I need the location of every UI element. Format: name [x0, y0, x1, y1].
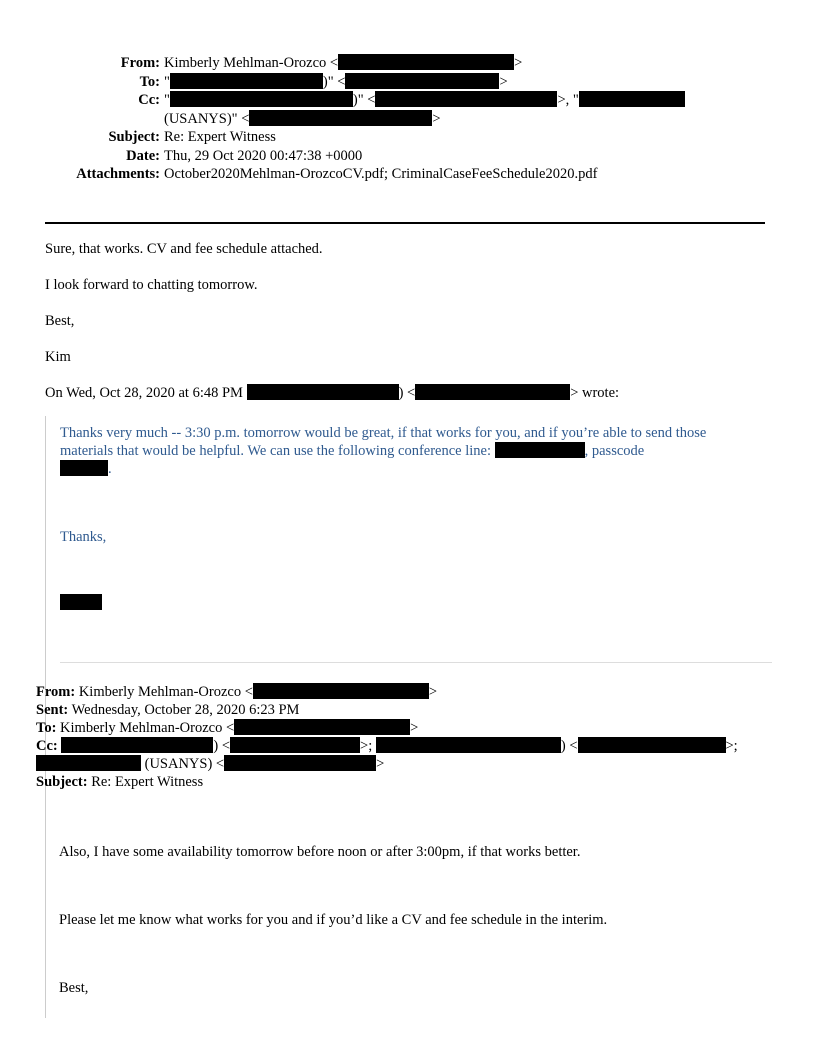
- date-value: Thu, 29 Oct 2020 00:47:38 +0000: [164, 147, 363, 164]
- fwd-from-row: From: Kimberly Mehlman-Orozco < >: [36, 684, 438, 700]
- forwarded-header: [36, 683, 776, 791]
- subject-label: Subject:: [108, 129, 160, 145]
- redaction-bar: [60, 460, 108, 476]
- date-label: Date:: [126, 147, 160, 164]
- redaction-bar: [36, 755, 141, 771]
- redaction-bar: [495, 442, 585, 458]
- header-attachments-row: [0, 165, 816, 184]
- forwarded-paragraph: Also, I have some availability tomorrow before noon or after 3:00pm, if that works better.: [59, 844, 581, 860]
- header-cc-row: [0, 91, 816, 128]
- header-divider: [45, 222, 765, 224]
- message-line: I look forward to chatting tomorrow.: [45, 277, 258, 293]
- redaction-bar: [224, 755, 376, 771]
- fwd-cc-row: Cc: ) < >; ) < >;: [36, 738, 738, 754]
- redaction-bar: [247, 384, 399, 400]
- redaction-bar: [376, 737, 561, 753]
- quoted-signature: [60, 594, 760, 612]
- redaction-bar: [60, 594, 102, 610]
- header-subject-row: [0, 128, 816, 147]
- header-from-row: [0, 54, 816, 73]
- cc-value: " )" < >, " (USANYS)" < >: [164, 91, 776, 128]
- redaction-bar: [578, 737, 726, 753]
- quote-separator: [60, 662, 772, 663]
- fwd-to-row: To: Kimberly Mehlman-Orozco < >: [36, 720, 419, 736]
- redaction-bar: [230, 737, 360, 753]
- fwd-cc-row-2: (USANYS) < >: [36, 755, 776, 773]
- fwd-subject-row: Subject: Re: Expert Witness: [36, 774, 204, 790]
- message-line: Sure, that works. CV and fee schedule attached.: [45, 241, 323, 257]
- header-to-row: [0, 73, 816, 92]
- redaction-bar: [253, 683, 429, 699]
- redaction-bar: [234, 719, 410, 735]
- quoted-paragraph: Thanks very much -- 3:30 p.m. tomorrow would be great, if that works for you, and if you’re able to send those materials that would be helpful. We can use the following conference line: , passcode .: [60, 425, 707, 477]
- redaction-bar: [249, 110, 432, 126]
- message-signature: Kim: [45, 349, 71, 365]
- attachments-label: Attachments:: [76, 166, 160, 182]
- redaction-bar: [61, 737, 213, 753]
- redaction-bar: [579, 91, 685, 107]
- attachments-value: October2020Mehlman-OrozcoCV.pdf; CriminalCaseFeeSchedule2020.pdf: [164, 166, 598, 182]
- message-body: [45, 240, 770, 420]
- from-label: From:: [120, 55, 160, 71]
- redaction-bar: [415, 384, 570, 400]
- quoted-thanks: Thanks,: [60, 529, 107, 545]
- from-value: Kimberly Mehlman-Orozco < >: [164, 55, 523, 71]
- forwarded-paragraph: Please let me know what works for you and if you’d like a CV and fee schedule in the interim.: [59, 912, 608, 928]
- to-label: To:: [139, 73, 160, 90]
- redaction-bar: [345, 73, 499, 89]
- redaction-bar: [375, 91, 557, 107]
- to-value: " )" < >: [164, 73, 508, 90]
- redaction-bar: [170, 91, 353, 107]
- email-header: [0, 54, 816, 184]
- redaction-bar: [170, 73, 323, 89]
- redaction-bar: [338, 54, 514, 70]
- subject-value: Re: Expert Witness: [164, 129, 276, 145]
- header-date-row: [0, 147, 816, 166]
- message-line: Best,: [45, 313, 75, 329]
- fwd-sent-row: Sent: Wednesday, October 28, 2020 6:23 PM: [36, 702, 300, 718]
- cc-label: Cc:: [138, 92, 160, 108]
- quote-intro: On Wed, Oct 28, 2020 at 6:48 PM ) < > wrote:: [45, 385, 620, 401]
- forwarded-closing: Best,: [59, 980, 89, 996]
